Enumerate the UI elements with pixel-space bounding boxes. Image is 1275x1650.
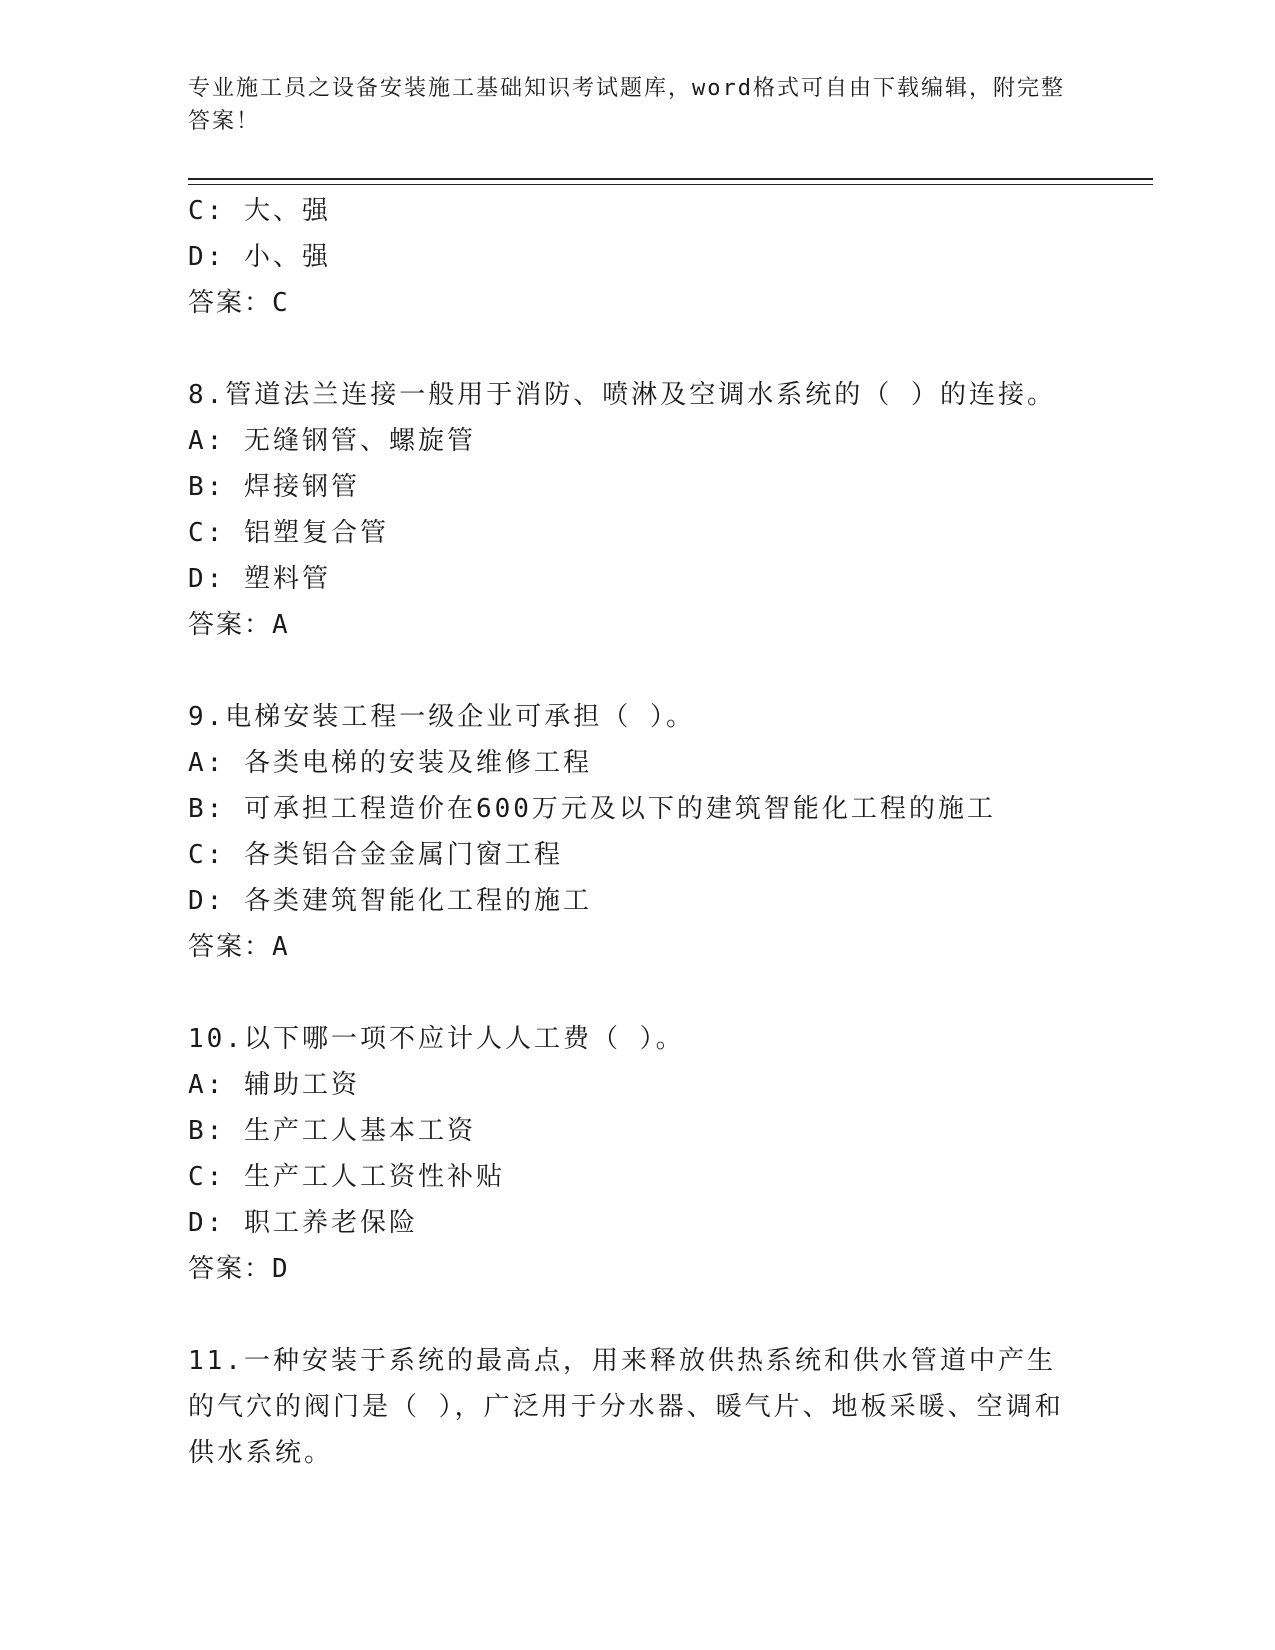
option-line xyxy=(188,832,1088,878)
option-text: 各类电梯的安装及维修工程 xyxy=(243,748,592,778)
option-text: 生产工人基本工资 xyxy=(243,1116,476,1146)
option-text: 铝塑复合管 xyxy=(243,518,389,548)
spacer xyxy=(188,970,1088,1016)
answer-label: 答案： xyxy=(188,288,273,318)
answer-line xyxy=(188,602,1088,648)
option-line xyxy=(188,464,1088,510)
answer-line xyxy=(188,280,1088,326)
option-key: D: xyxy=(188,564,226,594)
option-key: B: xyxy=(188,794,226,824)
option-key: A: xyxy=(188,748,226,778)
option-line xyxy=(188,1108,1088,1154)
option-line xyxy=(188,1200,1088,1246)
option-line xyxy=(188,188,1088,234)
answer-label: 答案： xyxy=(188,610,273,640)
option-line xyxy=(188,556,1088,602)
option-line xyxy=(188,740,1088,786)
option-text: 小、强 xyxy=(243,242,331,272)
option-text: 大、强 xyxy=(243,196,331,226)
option-key: B: xyxy=(188,472,226,502)
answer-value: A xyxy=(272,932,289,962)
spacer xyxy=(188,648,1088,694)
option-key: A: xyxy=(188,426,226,456)
header-rule-thin xyxy=(188,184,1153,185)
option-key: C: xyxy=(188,518,226,548)
option-text: 无缝钢管、螺旋管 xyxy=(243,426,476,456)
question-content xyxy=(188,188,1088,1476)
option-key: B: xyxy=(188,1116,226,1146)
option-key: D: xyxy=(188,886,226,916)
answer-label: 答案： xyxy=(188,1254,273,1284)
option-key: C: xyxy=(188,196,226,226)
answer-value: C xyxy=(272,288,289,318)
option-line xyxy=(188,418,1088,464)
option-text: 各类建筑智能化工程的施工 xyxy=(243,886,592,916)
option-key: D: xyxy=(188,1208,226,1238)
option-line xyxy=(188,1154,1088,1200)
option-text: 辅助工资 xyxy=(243,1070,360,1100)
header-rule-thick xyxy=(188,178,1153,180)
option-text: 各类铝合金金属门窗工程 xyxy=(243,840,563,870)
answer-line xyxy=(188,924,1088,970)
option-line xyxy=(188,234,1088,280)
option-text: 焊接钢管 xyxy=(243,472,360,502)
document-header: 专业施工员之设备安装施工基础知识考试题库，word格式可自由下载编辑，附完整答案！ xyxy=(188,76,1065,134)
spacer xyxy=(188,326,1088,372)
question-stem: 9.电梯安装工程一级企业可承担（ ）。 xyxy=(188,702,695,732)
answer-label: 答案： xyxy=(188,932,273,962)
option-text: 职工养老保险 xyxy=(243,1208,418,1238)
option-line xyxy=(188,1062,1088,1108)
option-line xyxy=(188,878,1088,924)
option-text: 生产工人工资性补贴 xyxy=(243,1162,505,1192)
answer-line xyxy=(188,1246,1088,1292)
question-stem: 10.以下哪一项不应计人人工费（ ）。 xyxy=(188,1024,685,1054)
option-key: A: xyxy=(188,1070,226,1100)
answer-value: A xyxy=(272,610,289,640)
option-key: D: xyxy=(188,242,226,272)
option-key: C: xyxy=(188,1162,226,1192)
option-line xyxy=(188,510,1088,556)
option-text: 塑料管 xyxy=(243,564,331,594)
question-stem: 8.管道法兰连接一般用于消防、喷淋及空调水系统的（ ）的连接。 xyxy=(188,380,1056,410)
question-stem: 11.一种安装于系统的最高点，用来释放供热系统和供水管道中产生的气穴的阀门是（ ），广泛用于分水器、暖气片、地板采暖、空调和供水系统。 xyxy=(188,1346,1064,1468)
option-line xyxy=(188,786,1088,832)
option-text: 可承担工程造价在600万元及以下的建筑智能化工程的施工 xyxy=(243,794,996,824)
spacer xyxy=(188,1292,1088,1338)
option-key: C: xyxy=(188,840,226,870)
answer-value: D xyxy=(272,1254,289,1284)
